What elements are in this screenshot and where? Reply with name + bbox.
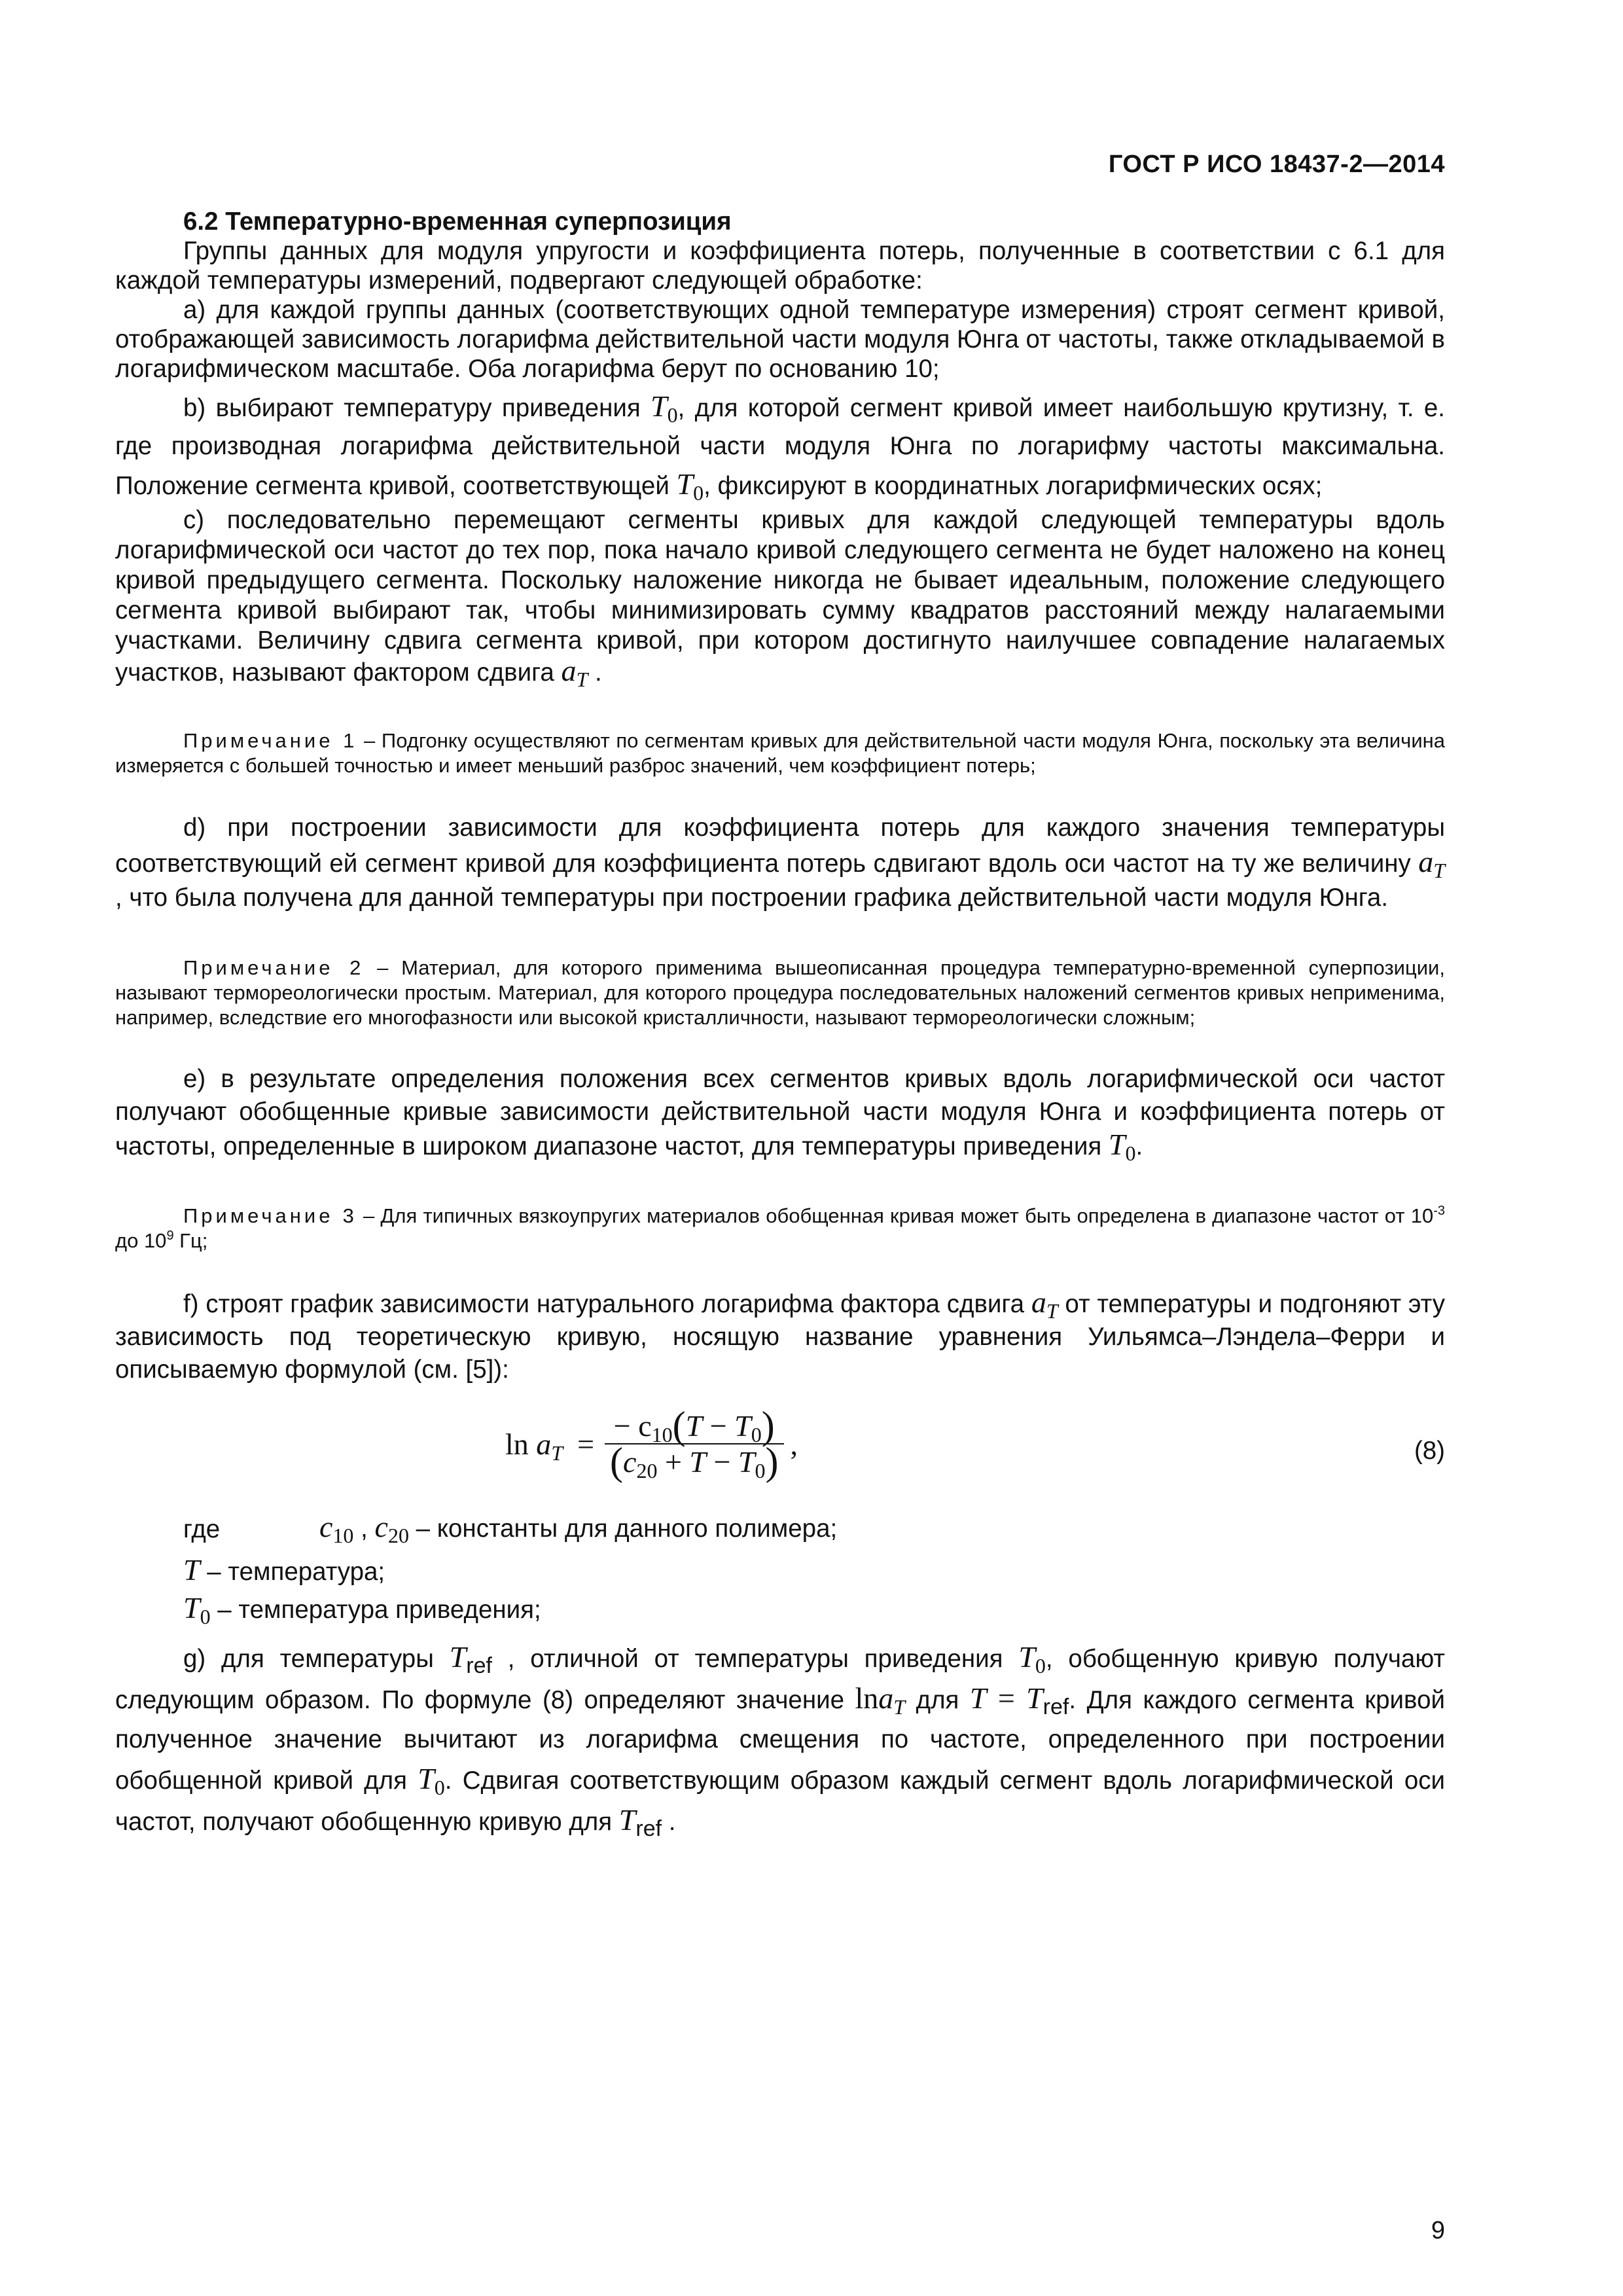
formula-8 [115,1405,1445,1503]
note-3-text-1: – Для типичных вязкоупругих материалов обобщенная кривая может быть определена в диапазоне частот от 10 [357,1204,1434,1227]
note-2-text: – Материал, для которого применима вышеописанная процедура температурно-временной суперпозиции, называют термореологически простым. Материал, для которого процедура последовательных наложений сегментов кривых неприменима, например, вследствие его многофазности или высокой кристалличности, называют термореологически сложным; [115,956,1445,1029]
paragraph-g-text-1: g) для температуры [183,1645,450,1673]
note-1-label: Примечание 1 [183,729,358,752]
symbol-T0: $T_0$ [1018,1640,1046,1677]
symbol-T0: $T_0$ [1108,1128,1136,1165]
symbol-T0: $T_0$ [676,467,704,505]
symbol-aT: $a_T$ [561,654,588,691]
paragraph-b [115,387,1445,505]
note-3-text-2: до 10 [115,1229,167,1252]
where-keyword: где [183,1515,221,1543]
symbol-T0: $T_0$ [418,1762,445,1799]
paragraph-g-text-6: . Сдвигая соответствующим образом каждый сегмент вдоль логарифмической оси частот, получают обобщенную кривую для [115,1767,1445,1836]
paragraph-g-text-2: , отличной от температуры приведения [491,1645,1019,1673]
formula-numerator: − $c_{10}(T - T_0)$ [613,1404,775,1447]
symbol-c20: $c_{20}$ [374,1510,409,1547]
paragraph-e [115,1063,1445,1163]
paragraph-c [115,505,1445,691]
where-constants: $c_{10}$ , $c_{20}$ – константы для данного полимера; [319,1510,838,1547]
symbol-aT: $a_T$ [1031,1285,1058,1323]
paragraph-b-text-2: , для которой сегмент кривой имеет наибольшую крутизну, т. е. где производная логарифма действительной части модуля Юнга по логарифму частоты максимальна. Положение сегмента кривой, соответствующей [115,394,1445,500]
note-1 [115,728,1445,778]
formula-aT: $a_T$ [536,1427,563,1465]
note-3 [115,1204,1445,1253]
symbol-definitions [183,1555,1445,1631]
note-3-exponent-1: -3 [1433,1204,1445,1218]
symbol-Tref: Tref [449,1640,492,1678]
formula-denominator: $(c_{20} + T - T_0)$ [605,1443,783,1477]
paragraph-g-text-4: для [905,1686,970,1714]
paragraph-e-text-2: . [1135,1132,1143,1160]
paragraph-f-text-1: f) строят график зависимости натурального логарифма фактора сдвига [183,1290,1031,1318]
symbol-T0: $T_0$ [651,389,678,427]
symbol-Tref: Tref [618,1803,662,1841]
document-page [115,151,1445,2245]
paragraph-c-text-1: с) последовательно перемещают сегменты кривых для каждой следующей температуры вдоль логарифмической оси частот до тех пор, пока начало кривой следующего сегмента не будет наложено на конец кривой предыдущего сегмента. Поскольку наложение никогда не бывает идеальным, положение следующего сегмента кривой выбирают так, чтобы минимизировать сумму квадратов расстояний между налагаемыми участками. Величину сдвига сегмента кривой, при котором достигнуто наилучшее совпадение налагаемых участков, называют фактором сдвига [115,506,1445,687]
paragraph-intro: Группы данных для модуля упругости и коэффициента потерь, полученные в соответствии с 6.1 для каждой температуры измерений, подвергают следующей обработке: [115,237,1445,295]
paragraph-d [115,811,1445,915]
paragraph-g-text-5: . Для каждого сегмента кривой полученное значение вычитают из логарифма смещения по частоте, определенного при построении обобщенной кривой для [115,1686,1445,1795]
symbol-aT: $a_T$ [1418,845,1445,882]
formula-equals: = [577,1427,595,1461]
note-2-label: Примечание 2 [183,956,365,979]
document-body [115,207,1445,1842]
paragraph-g-text-3: , обобщенную кривую получают следующим образом. По формуле (8) определяют значение [115,1645,1445,1714]
definition-T0: $T_0$ – температура приведения; [183,1591,541,1628]
formula-comma: , [790,1427,798,1461]
paragraph-e-text-1: е) в результате определения положения всех сегментов кривых вдоль логарифмической оси частот получают обобщенные кривые зависимости действительной части модуля Юнга и коэффициента потерь от частоты, определенные в широком диапазоне частот, для температуры приведения [115,1065,1445,1160]
paragraph-g-text-7: . [662,1808,676,1836]
paragraph-d-text-2: , что была получена для данной температуры при построении графика действительной части модуля Юнга. [115,884,1389,912]
note-3-label: Примечание 3 [183,1204,357,1227]
formula-ln: ln [505,1427,529,1461]
symbol-c10: $c_{10}$ [319,1510,354,1547]
paragraph-f-text-2: от температуры и подгоняют эту зависимость под теоретическую кривую, носящую название уравнения Уильямса–Лэндела–Ферри и описываемую формулой (см. [5]): [115,1290,1445,1384]
standard-code: ГОСТ Р ИСО 18437-2—2014 [1108,151,1445,178]
paragraph-g [115,1638,1445,1842]
note-3-exponent-2: 9 [166,1229,174,1243]
paragraph-b-text-3: , фиксируют в координатных логарифмических осях; [704,472,1323,500]
formula-number: (8) [1414,1437,1445,1465]
section-title: 6.2 Температурно-временная суперпозиция [183,207,732,236]
formula-fraction [605,1404,783,1483]
symbol-aT: $a_T$ [878,1681,906,1719]
note-2 [115,956,1445,1030]
symbol-ln: ln [855,1681,879,1715]
paragraph-c-text-2: . [588,658,602,687]
paragraph-a: а) для каждой группы данных (соответствующих одной температуре измерения) строят сегмент кривой, отображающей зависимость логарифма действительной части модуля Юнга от частоты, также откладываемой в логарифмическом масштабе. Оба логарифма берут по основанию 10; [115,296,1445,383]
paragraph-b-text-1: b) выбирают температуру приведения [183,394,651,422]
symbol-T-equals-Tref: T = Tref [969,1681,1069,1719]
paragraph-f [115,1286,1445,1386]
definition-T: T – температура; [183,1553,385,1587]
page-number: 9 [1431,2217,1445,2244]
wlf-equation [505,1404,798,1483]
note-3-text-3: Гц; [173,1229,208,1252]
where-block [115,1510,1445,1547]
paragraph-d-text-1: d) при построении зависимости для коэффициента потерь для каждого значения температуры соответствующий ей сегмент кривой для коэффициента потерь сдвигают вдоль оси частот на ту же величину [115,814,1445,878]
note-1-text: – Подгонку осуществляют по сегментам кривых для действительной части модуля Юнга, поскольку эта величина измеряется с большей точностью и имеет меньший разброс значений, чем коэффициент потерь; [115,729,1445,777]
